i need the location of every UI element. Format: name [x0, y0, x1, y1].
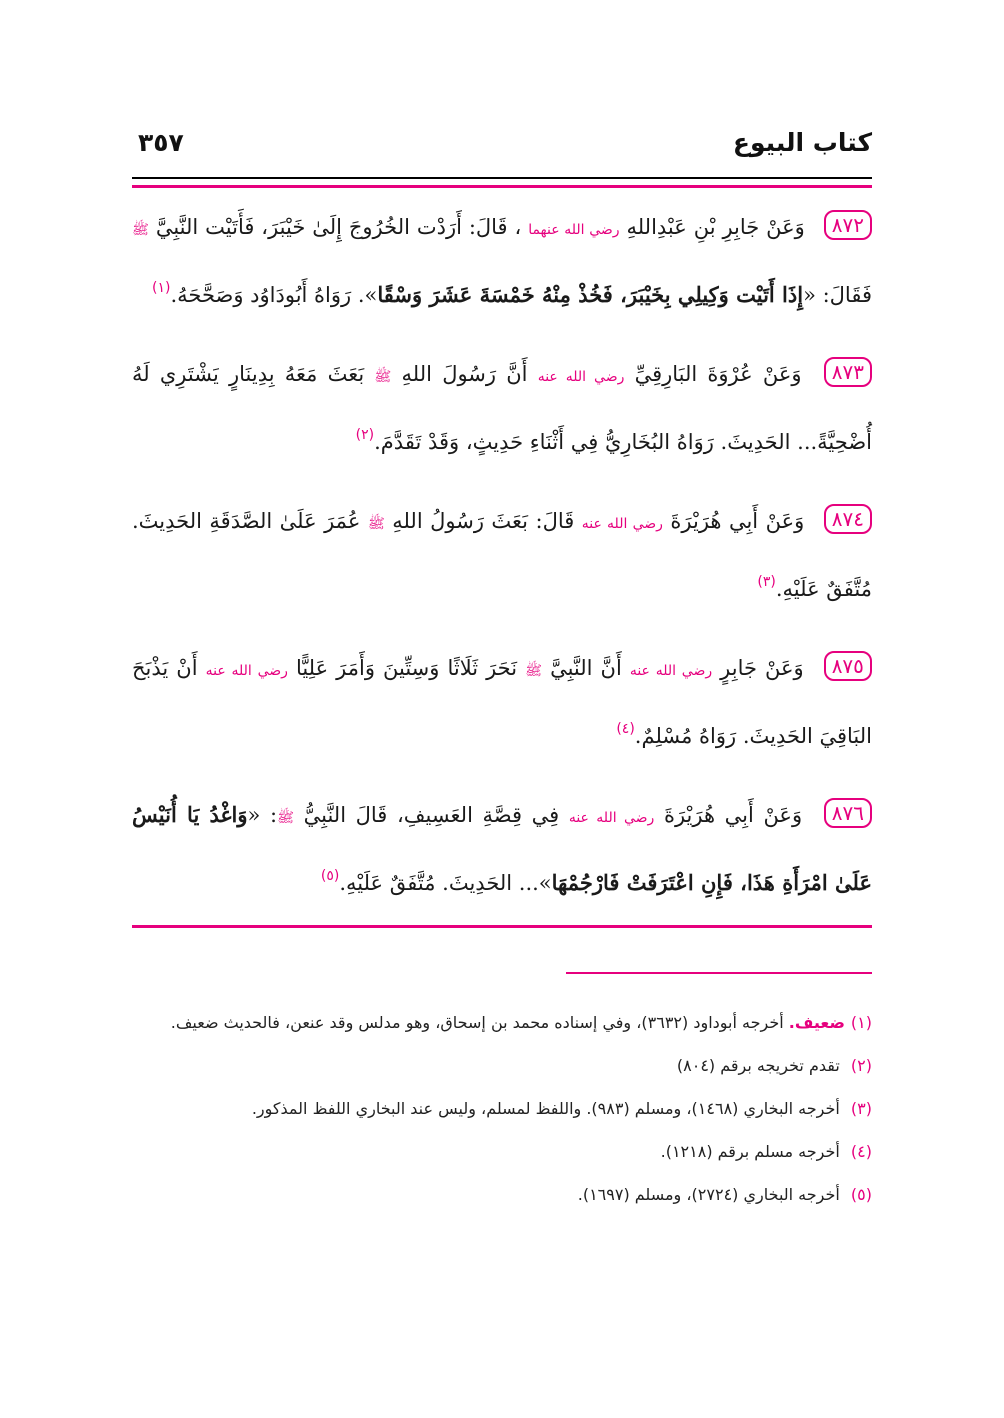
hadith-text: نَحَرَ ثَلَاثًا وَسِتِّينَ وَأَمَرَ عَلِيًّا — [295, 656, 518, 680]
salawat-icon: ﷺ — [374, 369, 392, 385]
honorific-icon: رضي الله عنه — [205, 663, 288, 679]
grading-label: ضعيف. — [788, 1013, 845, 1032]
hadith-text: عُمَرَ عَلَىٰ الصَّدَقَةِ الحَدِيثَ. مُتَّفَقٌ عَلَيْهِ. — [132, 509, 872, 601]
hadith-text: فِي قِصَّةِ العَسِيفِ، قَالَ النَّبِيُّ — [303, 803, 560, 827]
footnote-ref[interactable]: (٢) — [355, 427, 375, 443]
footnote-number: (٣) — [850, 1099, 872, 1118]
footnote-item — [132, 1135, 872, 1168]
honorific-icon: رضي الله عنهما — [528, 222, 620, 238]
honorific-icon: رضي الله عنه — [568, 810, 655, 826]
hadith-number: ٨٧٦ — [824, 798, 872, 828]
hadith-text: ». رَوَاهُ أَبُودَاوُد وَصَحَّحَهُ. — [170, 283, 378, 307]
content-divider-pink — [132, 925, 872, 928]
hadith-entry — [132, 345, 872, 471]
hadith-text: أَنَّ النَّبِيَّ — [550, 656, 622, 680]
footnote-ref[interactable]: (٥) — [320, 868, 340, 884]
footnote-number: (١) — [850, 1013, 872, 1032]
prophetic-quote: وَاغْدُ يَا أُنَيْسُ عَلَىٰ امْرَأَةِ هَذَا، فَإِنِ اعْتَرَفَتْ فَارْجُمْهَا — [132, 802, 872, 895]
footnote-text: أخرجه البخاري (٢٧٢٤)، ومسلم (١٦٩٧). — [577, 1185, 840, 1204]
hadith-entry — [132, 492, 872, 618]
salawat-icon: ﷺ — [277, 810, 294, 826]
hadith-number: ٨٧٣ — [824, 357, 872, 387]
footnote-text: أخرجه أبوداود (٣٦٣٢)، وفي إسناده محمد بن إسحاق، وهو مدلس وقد عنعن، فالحديث ضعيف. — [170, 1013, 784, 1032]
hadith-text: وَعَنْ أَبِي هُرَيْرَةَ — [663, 803, 803, 827]
footnote-text: أخرجه البخاري (١٤٦٨)، ومسلم (٩٨٣). واللفظ لمسلم، وليس عند البخاري اللفظ المذكور. — [251, 1099, 840, 1118]
footnote-number: (٢) — [850, 1056, 872, 1075]
footnotes — [132, 1006, 872, 1221]
footnote-item — [132, 1006, 872, 1039]
hadith-text: قَالَ: بَعَثَ رَسُولُ اللهِ — [392, 509, 575, 533]
hadith-text: وَعَنْ أَبِي هُرَيْرَةَ — [670, 509, 805, 533]
hadith-text: وَعَنْ جَابِرٍ — [720, 656, 804, 680]
hadith-text: ، قَالَ: أَرَدْت الخُرُوجَ إِلَىٰ خَيْبَرَ، فَأَتَيْت النَّبِيَّ — [155, 215, 522, 239]
hadith-text: : « — [247, 803, 278, 827]
footnote-item — [132, 1049, 872, 1082]
footnote-ref[interactable]: (٣) — [757, 574, 776, 590]
salawat-icon: ﷺ — [367, 516, 385, 532]
hadith-text: وَعَنْ عُرْوَةَ البَارِقِيِّ — [634, 362, 802, 386]
footnote-number: (٥) — [850, 1185, 872, 1204]
footnote-text: أخرجه مسلم برقم (١٢١٨). — [660, 1142, 840, 1161]
hadith-entry — [132, 639, 872, 765]
header-divider-black — [132, 177, 872, 179]
honorific-icon: رضي الله عنه — [537, 369, 625, 385]
hadith-text: وَعَنْ جَابِرِ بْنِ عَبْدِاللهِ — [626, 215, 805, 239]
footnote-text: تقدم تخريجه برقم (٨٠٤) — [676, 1056, 840, 1075]
footnote-separator — [566, 972, 872, 974]
hadith-number: ٨٧٥ — [824, 651, 872, 681]
hadith-text: أَنْ يَذْبَحَ البَاقِيَ الحَدِيثَ. رَوَاهُ مُسْلِمٌ. — [132, 656, 872, 748]
honorific-icon: رضي الله عنه — [629, 663, 713, 679]
hadith-text: فَقَالَ: « — [803, 283, 872, 307]
honorific-icon: رضي الله عنه — [581, 516, 663, 532]
page-number: ٣٥٧ — [138, 128, 184, 157]
hadith-text: أَنَّ رَسُولَ اللهِ — [401, 362, 528, 386]
header-divider-pink — [132, 185, 872, 188]
footnote-number: (٤) — [850, 1142, 872, 1161]
hadith-entry — [132, 198, 872, 324]
hadith-list — [132, 198, 872, 922]
footnote-item — [132, 1178, 872, 1211]
salawat-icon: ﷺ — [525, 663, 543, 679]
footnote-ref[interactable]: (٤) — [616, 721, 635, 737]
prophetic-quote: إِذَا أَتَيْت وَكِيلِي بِخَيْبَرَ، فَخُذْ مِنْهُ خَمْسَةَ عَشَرَ وَسْقًا — [377, 282, 804, 307]
hadith-number: ٨٧٢ — [824, 210, 872, 240]
hadith-text: »... الحَدِيثَ. مُتَّفَقٌ عَلَيْهِ. — [339, 871, 552, 895]
salawat-icon: ﷺ — [132, 222, 149, 238]
hadith-number: ٨٧٤ — [824, 504, 872, 534]
hadith-entry — [132, 786, 872, 912]
hadith-text: بَعَثَ مَعَهُ بِدِينَارٍ يَشْتَرِي لَهُ أُضْحِيَّةً... الحَدِيثَ. رَوَاهُ البُخَارِيُّ فِي أَثْنَاءِ حَدِيثٍ، وَقَدْ تَقَدَّمَ. — [132, 362, 872, 454]
page-header — [132, 128, 872, 168]
footnote-ref[interactable]: (١) — [152, 280, 171, 296]
footnote-item — [132, 1092, 872, 1125]
chapter-title: كتاب البيوع — [732, 128, 872, 157]
